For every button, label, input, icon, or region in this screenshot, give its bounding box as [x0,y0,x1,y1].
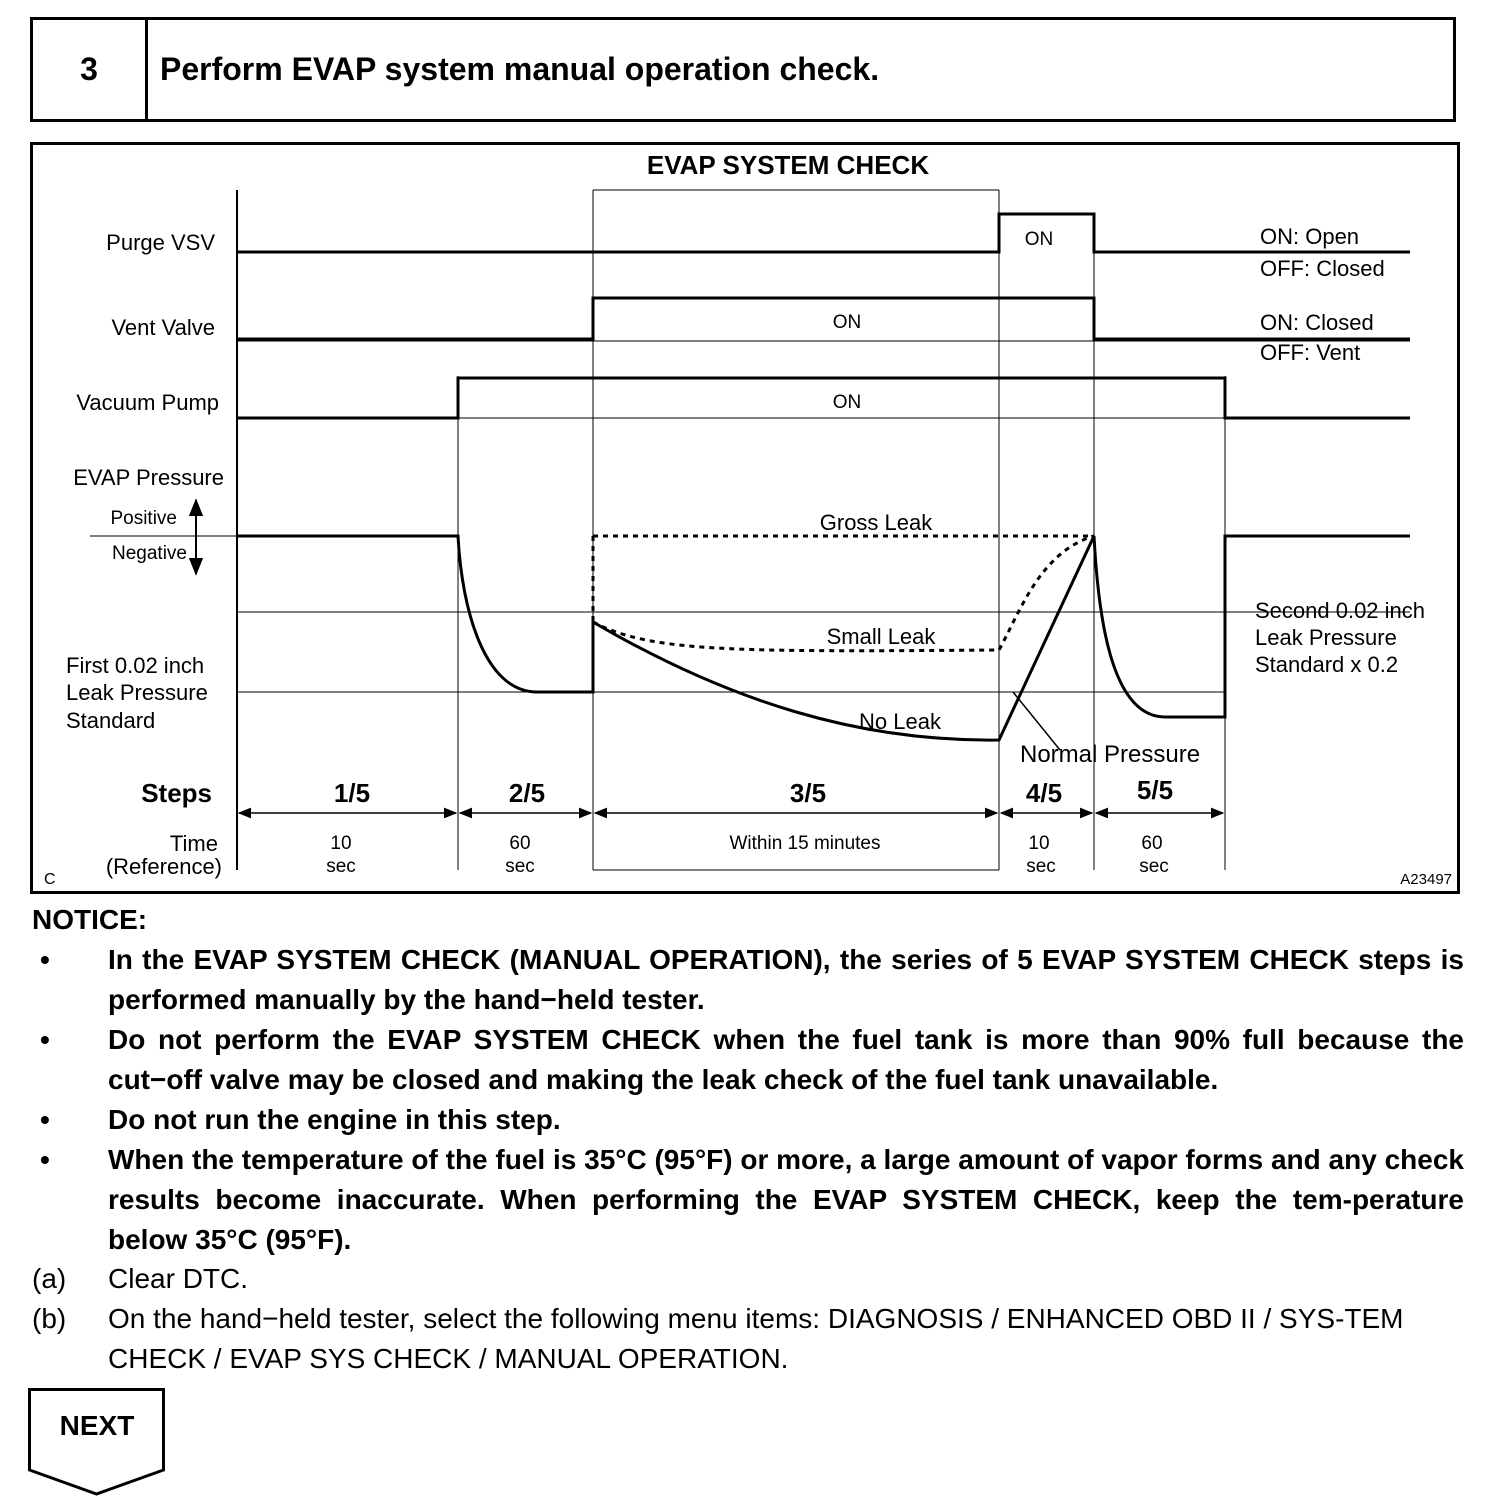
step-title: Perform EVAP system manual operation check. [160,51,880,87]
bullet-icon: • [40,944,50,975]
procedure-text: On the hand−held tester, select the following menu items: DIAGNOSIS / ENHANCED OBD II / SYS-TEM CHECK / EVAP SYS CHECK / MANUAL OPERATION. [108,1303,1404,1374]
notice-text: Do not run the engine in this step. [108,1104,561,1135]
step-2-label: 2/5 [508,778,546,808]
label-positive: Positive [110,508,177,529]
diagram-title: EVAP SYSTEM CHECK [646,150,930,180]
step-4-label: 4/5 [1025,778,1063,808]
step-1-time-unit: sec [326,856,356,877]
step-2-time-value: 60 [509,833,531,854]
gross-leak-label: Gross Leak [819,510,933,535]
reference-lines [90,341,1410,692]
step-1-label: 1/5 [333,778,371,808]
evap-pressure-curve [237,536,1410,740]
bullet-icon: • [40,1104,50,1135]
notice-title: NOTICE: [32,904,148,935]
vacuum-pump-signal [237,378,1410,418]
step-4-time-value: 10 [1028,833,1050,854]
notice-list [32,940,1464,1260]
evap-system-check-diagram [30,142,1460,894]
small-leak-label: Small Leak [826,624,936,649]
label-negative: Negative [112,543,187,564]
label-purge-vsv: Purge VSV [106,230,215,255]
procedure-marker: (a) [32,1263,67,1294]
first-standard-line2: Leak Pressure [66,680,208,705]
step-5-time-unit: sec [1139,856,1169,877]
notice-text: In the EVAP SYSTEM CHECK (MANUAL OPERATION), the series of 5 EVAP SYSTEM CHECK steps is performed manually by the hand−held tester. [108,944,1464,1015]
purge-on-label: ON [1024,229,1054,250]
legend-vent-on: ON: Closed [1260,310,1374,335]
legend-vent-off: OFF: Vent [1260,340,1361,365]
notice-item [32,1020,1464,1100]
procedure-item [32,1259,1464,1299]
corner-mark: C [44,871,56,888]
vent-on-label: ON [832,312,862,333]
notice-text: Do not perform the EVAP SYSTEM CHECK when the fuel tank is more than 90% full because the cut−off valve may be closed and making the leak check of the fuel tank unavailable. [108,1024,1464,1095]
legend-purge-on: ON: Open [1260,224,1360,249]
normal-pressure-label: Normal Pressure [1020,741,1201,768]
notice-text: When the temperature of the fuel is 35°C (95°F) or more, a large amount of vapor forms and any check results become inaccurate. When performing the EVAP SYSTEM CHECK, keep the tem-perature below 35°C (95°F). [108,1144,1464,1255]
next-button[interactable] [28,1388,166,1496]
step-1-time-value: 10 [330,833,352,854]
step-dividers [237,190,1225,870]
next-label: NEXT [59,1410,135,1441]
procedure-item [32,1299,1464,1379]
second-standard-line2: Leak Pressure [1255,625,1397,650]
purge-vsv-signal [237,214,1410,252]
diagram-frame [32,144,1459,893]
label-vacuum-pump: Vacuum Pump [76,390,219,415]
time-label-line2: (Reference) [105,854,222,879]
vent-valve-signal [237,298,1410,339]
figure-id: A23497 [1400,871,1452,888]
step-4-time-unit: sec [1026,856,1056,877]
first-standard-line3: Standard [66,708,156,733]
procedure-text: Clear DTC. [108,1263,249,1294]
first-standard-line1: First 0.02 inch [66,653,205,678]
pump-on-label: ON [832,392,862,413]
notice-item [32,1140,1464,1260]
next-arrow-shape [28,1388,166,1496]
procedure-marker: (b) [32,1303,67,1334]
bullet-icon: • [40,1144,50,1175]
second-standard-line1: Second 0.02 inch [1255,598,1426,623]
label-evap-pressure: EVAP Pressure [73,465,224,490]
step-2-time-unit: sec [505,856,535,877]
step-5-label: 5/5 [1136,775,1174,805]
time-label-line1: Time [169,831,218,856]
notice-item [32,940,1464,1020]
procedure-list [32,1259,1464,1379]
notice-item [32,1100,1464,1140]
step-5-time-value: 60 [1141,833,1163,854]
legend-purge-off: OFF: Closed [1260,256,1385,281]
step-header [30,17,1456,122]
bullet-icon: • [40,1024,50,1055]
label-vent-valve: Vent Valve [111,315,215,340]
step-number: 3 [33,20,148,119]
no-leak-label: No Leak [859,709,941,734]
second-standard-line3: Standard x 0.2 [1255,652,1399,677]
step-3-label: 3/5 [789,778,827,808]
steps-label: Steps [141,778,212,808]
step-3-time: Within 15 minutes [729,833,881,854]
